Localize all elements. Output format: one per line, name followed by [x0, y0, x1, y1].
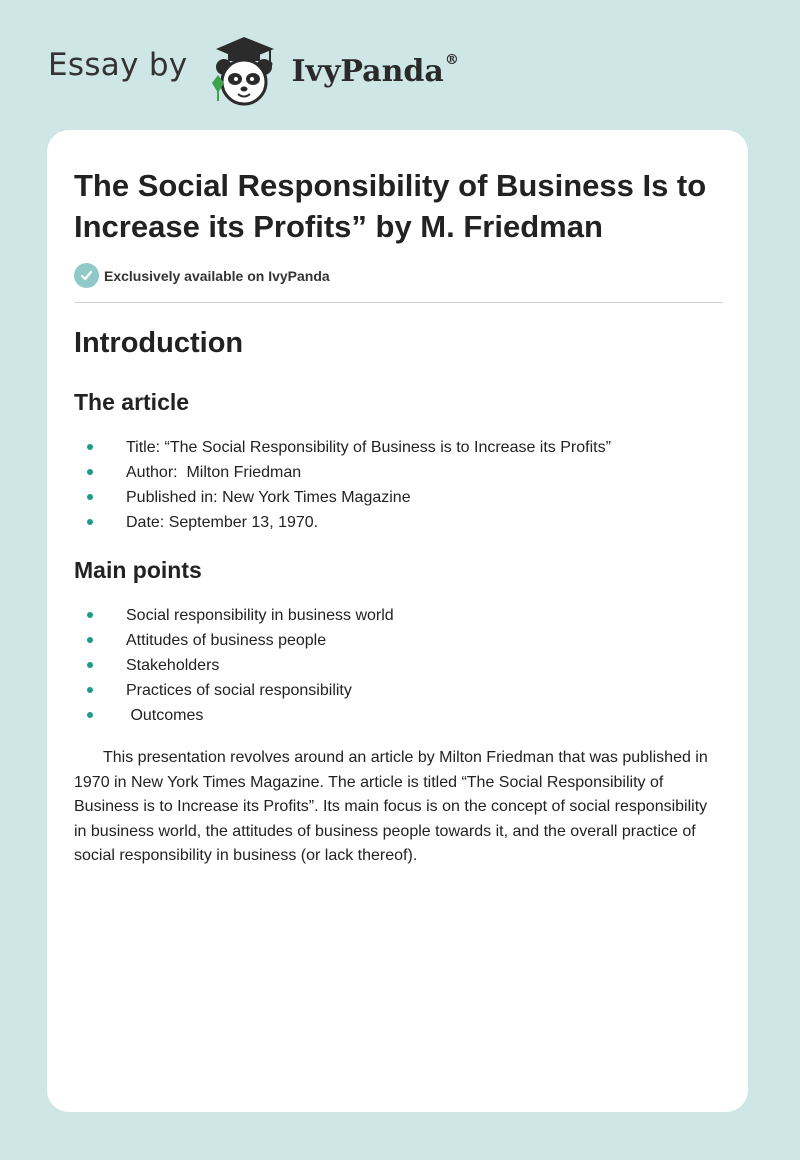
bullet-dot: [87, 519, 93, 525]
bullet-dot: [87, 662, 93, 668]
list-item-text: Attitudes of business people: [126, 632, 327, 649]
bullet-dot: [87, 612, 93, 618]
list-item-text: Practices of social responsibility: [126, 682, 352, 699]
list-item: [87, 653, 394, 678]
list-item-text: Date: September 13, 1970.: [126, 514, 319, 531]
bullet-dot: [87, 469, 93, 475]
title-divider: [74, 302, 723, 303]
list-item-text: Stakeholders: [126, 657, 220, 674]
bullet-dot: [87, 687, 93, 693]
list-item: [87, 603, 394, 628]
brand-name-text: IvyPanda: [291, 53, 444, 89]
exclusive-badge: [74, 263, 330, 288]
list-item: [87, 435, 611, 460]
bullet-dot: [87, 637, 93, 643]
list-item: [87, 510, 611, 535]
article-list: [87, 435, 611, 535]
list-item: [87, 460, 611, 485]
introduction-heading: Introduction: [74, 327, 244, 359]
bullet-dot: [87, 494, 93, 500]
list-item-text: Author: Milton Friedman: [126, 464, 302, 481]
list-item-text: Published in: New York Times Magazine: [126, 489, 411, 506]
exclusive-label: Exclusively available on IvyPanda: [104, 267, 330, 284]
essay-card: [47, 130, 748, 1112]
essay-by-label: Essay by: [48, 47, 188, 83]
article-heading: The article: [74, 389, 190, 415]
site-header: [48, 30, 459, 110]
registered-mark: ®: [444, 51, 459, 68]
bullet-dot: [87, 712, 93, 718]
list-item-text: Outcomes: [126, 707, 204, 724]
list-item: [87, 703, 394, 728]
list-item: [87, 678, 394, 703]
main-points-heading: Main points: [74, 557, 202, 583]
essay-title: The Social Responsibility of Business Is to Increase its Profits” by M. Friedman: [74, 168, 707, 244]
body-paragraph: This presentation revolves around an article by Milton Friedman that was published in 1970 in New York Times Magazine. The article is titled “The Social Responsibility of Business is to Increase its Profits”. Its main focus is on the concept of social responsibility in business world, the attitudes of business people towards it, and the overall practice of social responsibility in business (or lack thereof).: [74, 749, 708, 864]
list-item-text: Title: “The Social Responsibility of Business is to Increase its Profits”: [126, 439, 611, 456]
panda-graduate-icon[interactable]: [202, 31, 286, 109]
list-item: [87, 628, 394, 653]
list-item: [87, 485, 611, 510]
main-points-list: [87, 603, 394, 728]
bullet-dot: [87, 444, 93, 450]
brand-name[interactable]: [291, 51, 459, 89]
list-item-text: Social responsibility in business world: [126, 607, 394, 624]
check-icon: [74, 263, 99, 288]
